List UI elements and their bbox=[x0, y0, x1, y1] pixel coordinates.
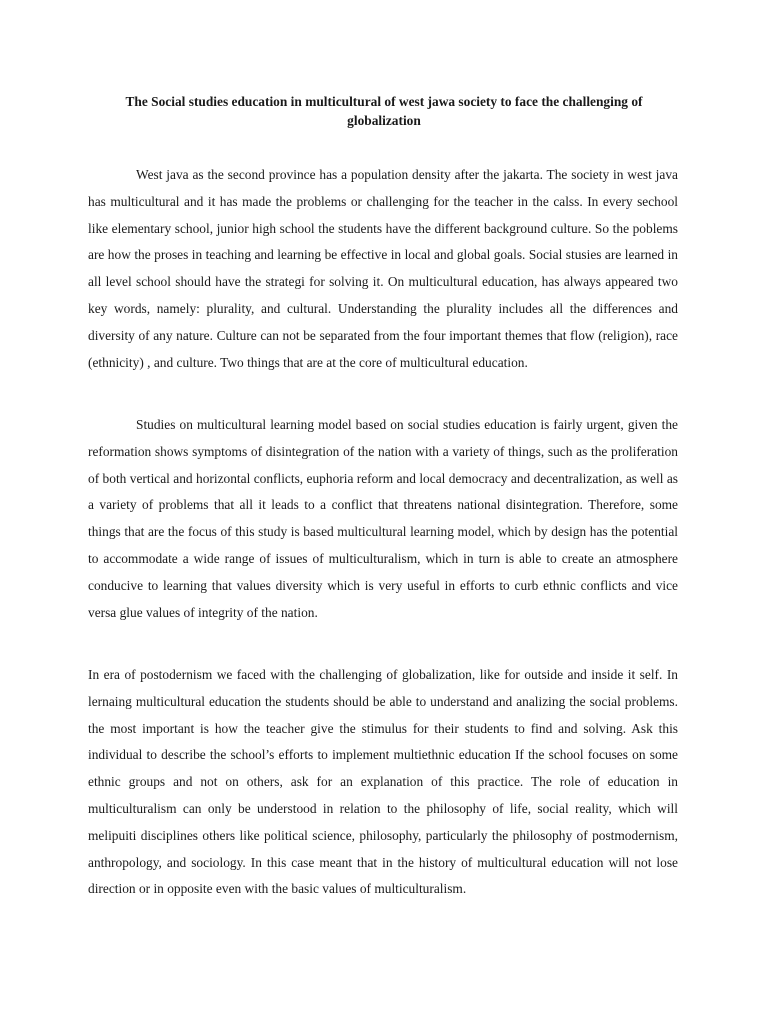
document-title: The Social studies education in multicultural of west jawa society to face the challenging of globalization bbox=[125, 94, 643, 128]
paragraph-3: In era of postodernism we faced with the challenging of globalization, like for outside and inside it self. In lernaing multicultural education the students should be able to understand and analizing the social problems. the most important is how the teacher give the stimulus for their students to find and solving. Ask this individual to describe the school’s efforts to implement multiethnic education If the school focuses on some ethnic groups and not on others, ask for an explanation of this practice. The role of education in multiculturalism can only be understood in relation to the philosophy of life, social reality, which will melipuiti disciplines others like political science, philosophy, particularly the philosophy of postmodernism, anthropology, and sociology. In this case meant that in the history of multicultural education will not lose direction or in opposite even with the basic values of multiculturalism. bbox=[88, 667, 678, 897]
paragraph-2: Studies on multicultural learning model based on social studies education is fairly urgent, given the reformation shows symptoms of disintegration of the nation with a variety of things, such as the proliferation of both vertical and horizontal conflicts, euphoria reform and local democracy and decentralization, as well as a variety of problems that all it leads to a conflict that threatens national disintegration. Therefore, some things that are the focus of this study is based multicultural learning model, which by design has the potential to accommodate a wide range of issues of multiculturalism, which in turn is able to create an atmosphere conducive to learning that values diversity which is very useful in efforts to curb ethnic conflicts and vice versa glue values of integrity of the nation. bbox=[88, 417, 678, 620]
paragraph-1: West java as the second province has a population density after the jakarta. The society in west java has multicultural and it has made the problems or challenging for the teacher in the calss. In every sechool like elementary school, junior high school the students have the different background culture. So the poblems are how the proses in teaching and learning be effective in local and global goals. Social stusies are learned in all level school should have the strategi for solving it. On multicultural education, has always appeared two key words, namely: plurality, and cultural. Understanding the plurality includes all the differences and diversity of any nature. Culture can not be separated from the four important themes that flow (religion), race (ethnicity) , and culture. Two things that are at the core of multicultural education. bbox=[88, 167, 678, 370]
